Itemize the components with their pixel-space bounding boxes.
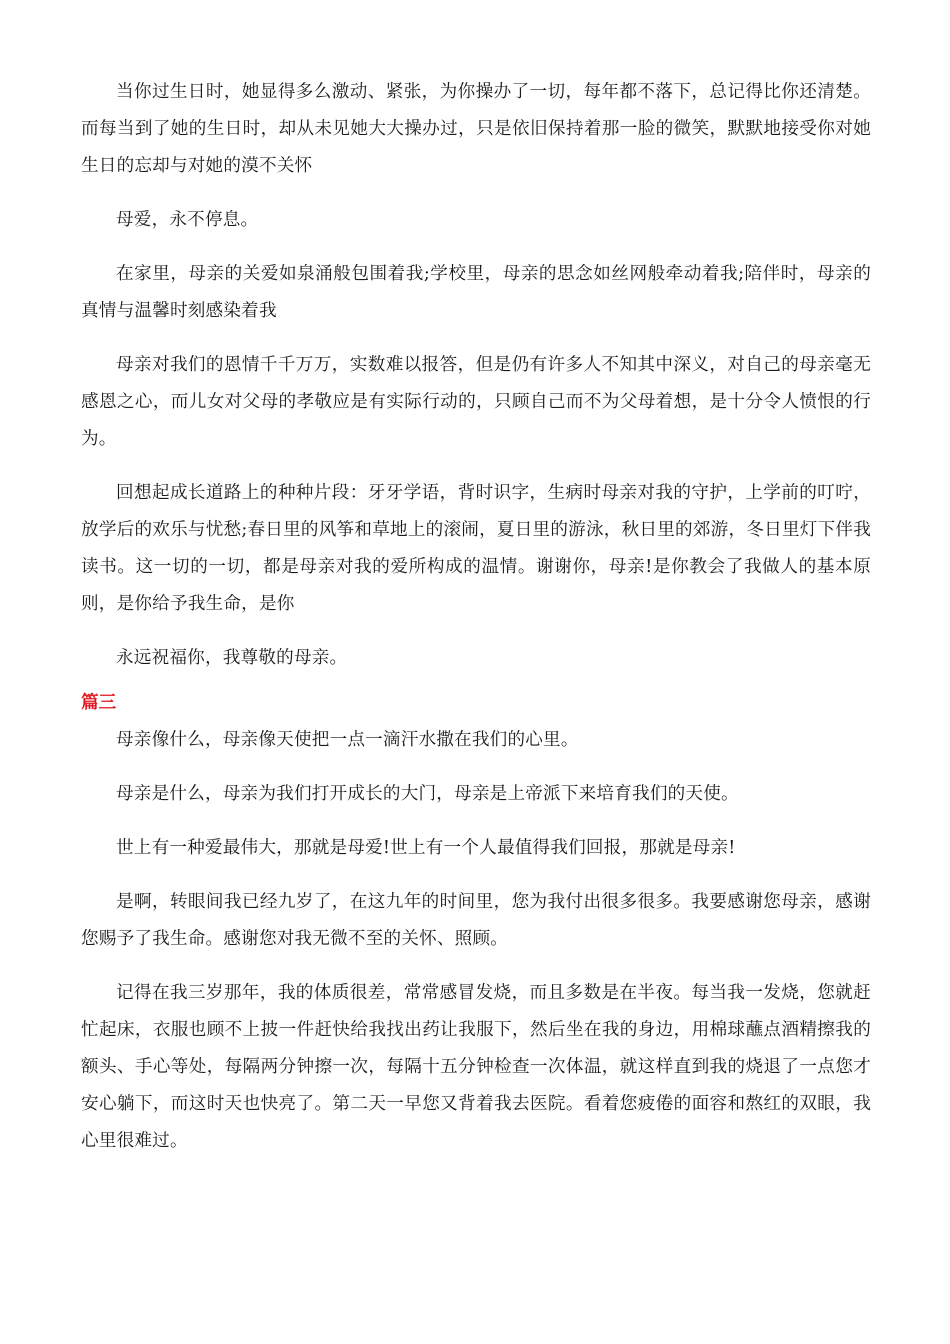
paragraph-care-at-home: 在家里，母亲的关爱如泉涌般包围着我;学校里，母亲的思念如丝网般牵动着我;陪伴时，母亲的真情与温馨时刻感染着我	[81, 264, 871, 321]
paragraph-mother-love-never-stops: 母爱，永不停息。	[116, 210, 259, 230]
paragraph-what-is-mother: 母亲是什么，母亲为我们打开成长的大门，母亲是上帝派下来培育我们的天使。	[116, 784, 739, 804]
paragraph-blessing: 永远祝福你，我尊敬的母亲。	[116, 648, 348, 668]
paragraph-fever-memory: 记得在我三岁那年，我的体质很差，常常感冒发烧，而且多数是在半夜。每当我一发烧，您就赶忙起床，衣服也顾不上披一件赶快给我找出药让我服下，然后坐在我的身边，用棉球蘸点酒精擦我的额头、手心等处，每隔两分钟擦一次，每隔十五分钟检查一次体温，就这样直到我的烧退了一点您才安心躺下，而这时天也快亮了。第二天一早您又背着我去医院。看着您疲倦的面容和熬红的双眼，我心里很难过。	[81, 983, 871, 1151]
paragraph-birthday: 当你过生日时，她显得多么激动、紧张，为你操办了一切，每年都不落下，总记得比你还清楚。而每当到了她的生日时，却从未见她大大操办过，只是依旧保持着那一脸的微笑，默默地接受你对她生日的忘却与对她的漠不关怀	[81, 82, 871, 176]
paragraph-growing-up-memories: 回想起成长道路上的种种片段：牙牙学语，背时识字，生病时母亲对我的守护，上学前的叮咛，放学后的欢乐与忧愁;春日里的风筝和草地上的滚闹，夏日里的游泳，秋日里的郊游，冬日里灯下伴我读书。这一切的一切，都是母亲对我的爱所构成的温情。谢谢你，母亲!是你教会了我做人的基本原则，是你给予我生命，是你	[81, 483, 871, 614]
paragraph-greatest-love: 世上有一种爱最伟大，那就是母爱!世上有一个人最值得我们回报，那就是母亲!	[116, 838, 736, 858]
paragraph-gratitude: 母亲对我们的恩情千千万万，实数难以报答，但是仍有许多人不知其中深义，对自己的母亲毫无感恩之心，而儿女对父母的孝敬应是有实际行动的，只顾自己而不为父母着想，是十分令人愤恨的行为。	[81, 355, 871, 449]
paragraph-mother-like-angel: 母亲像什么，母亲像天使把一点一滴汗水撒在我们的心里。	[116, 730, 579, 750]
section-heading: 篇三	[81, 693, 117, 713]
paragraph-nine-years: 是啊，转眼间我已经九岁了，在这九年的时间里，您为我付出很多很多。我要感谢您母亲，感谢您赐予了我生命。感谢您对我无微不至的关怀、照顾。	[81, 892, 871, 949]
document-page	[81, 74, 871, 1177]
